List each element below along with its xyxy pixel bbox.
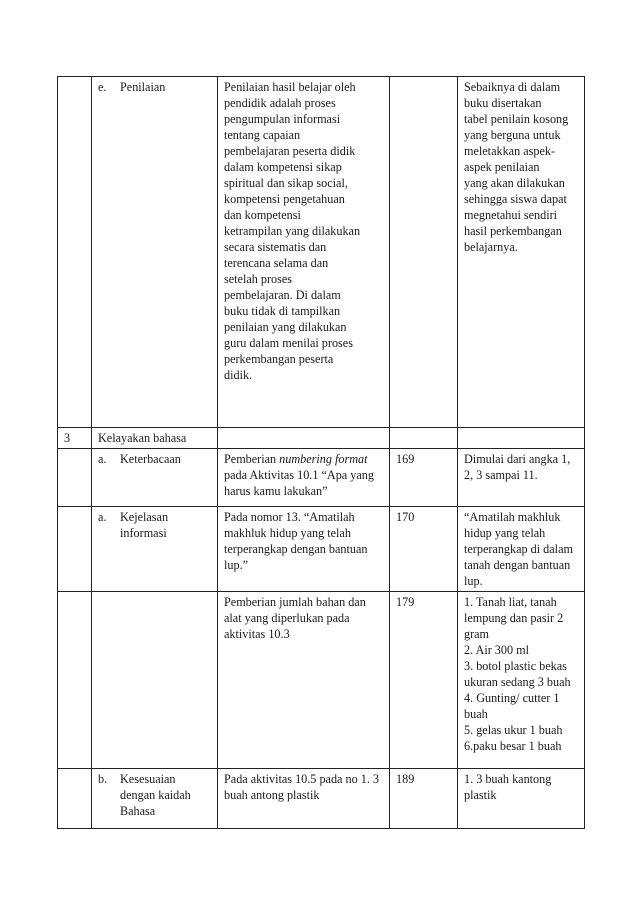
- section-title: Kelayakan bahasa: [92, 428, 218, 449]
- description-cell: Pada nomor 13. “Amatilah makhluk hidup yang telah terperangkap dengan bantuan lup.”: [218, 507, 390, 592]
- description-line: pengumpulan informasi: [224, 112, 341, 126]
- description-line: didik.: [224, 368, 253, 382]
- section-number: 3: [58, 428, 92, 449]
- description-line: perkembangan peserta: [224, 352, 334, 366]
- description-line: Penilaian hasil belajar oleh: [224, 80, 356, 94]
- aspect-cell: [92, 507, 218, 592]
- description-italic: numbering format: [279, 452, 368, 466]
- aspect-name: Kejelasan informasi: [120, 510, 169, 540]
- suggestion-line: 2. Air 300 ml: [464, 643, 530, 657]
- description-text: Pemberian: [224, 452, 280, 466]
- aspect-cell: [92, 769, 218, 829]
- aspect-cell: [92, 77, 218, 428]
- description-line: guru dalam menilai proses: [224, 336, 353, 350]
- number-cell: [58, 592, 92, 769]
- row-bahan: [58, 592, 585, 769]
- description-line: penilaian yang dilakukan: [224, 320, 347, 334]
- empty-cell: [218, 428, 390, 449]
- suggestion-line: 4. Gunting/ cutter 1 buah: [464, 691, 560, 721]
- description-line: dalam kompetensi sikap: [224, 160, 342, 174]
- suggestion-cell: [458, 77, 585, 428]
- item-label: a.: [98, 452, 107, 466]
- suggestion-line: yang berguna untuk: [464, 128, 561, 142]
- suggestion-cell: [458, 592, 585, 769]
- suggestion-line: 5. gelas ukur 1 buah: [464, 723, 563, 737]
- row-kejelasan: [58, 507, 585, 592]
- row-keterbacaan: [58, 449, 585, 507]
- description-line: ketrampilan yang dilakukan: [224, 224, 361, 238]
- description-line: tentang capaian: [224, 128, 301, 142]
- description-line: buku tidak di tampilkan: [224, 304, 341, 318]
- item-label: a.: [98, 510, 107, 524]
- suggestion-line: meletakkan aspek-: [464, 144, 556, 158]
- row-kesesuaian: [58, 769, 585, 829]
- description-line: pembelajaran. Di dalam: [224, 288, 341, 302]
- description-line: pendidik adalah proses: [224, 96, 336, 110]
- suggestion-line: sehingga siswa dapat: [464, 192, 567, 206]
- number-cell: [58, 769, 92, 829]
- item-label: e.: [98, 80, 107, 94]
- suggestion-line: hasil perkembangan: [464, 224, 562, 238]
- description-line: spiritual dan sikap social,: [224, 176, 348, 190]
- description-line: secara sistematis dan: [224, 240, 327, 254]
- aspect-name: Kesesuaian dengan kaidah Bahasa: [120, 772, 191, 818]
- description-text: pada Aktivitas 10.1 “Apa yang harus kamu lakukan”: [224, 468, 374, 498]
- page-cell: 179: [390, 592, 458, 769]
- page-cell: 170: [390, 507, 458, 592]
- number-cell: [58, 449, 92, 507]
- empty-cell: [390, 428, 458, 449]
- description-line: setelah proses: [224, 272, 293, 286]
- suggestion-cell: “Amatilah makhluk hidup yang telah terperangkap di dalam tanah dengan bantuan lup.: [458, 507, 585, 592]
- suggestion-line: 6.paku besar 1 buah: [464, 739, 562, 753]
- review-table: [57, 76, 585, 829]
- suggestion-line: yang akan dilakukan: [464, 176, 565, 190]
- suggestion-line: buku disertakan: [464, 96, 542, 110]
- description-cell: [218, 77, 390, 428]
- empty-cell: [458, 428, 585, 449]
- aspect-cell: [92, 449, 218, 507]
- page-cell: 169: [390, 449, 458, 507]
- page-cell: 189: [390, 769, 458, 829]
- suggestion-line: belajarnya.: [464, 240, 518, 254]
- description-cell: [218, 449, 390, 507]
- suggestion-line: megnetahui sendiri: [464, 208, 558, 222]
- row-penilaian: [58, 77, 585, 428]
- number-cell: [58, 507, 92, 592]
- aspect-name: Keterbacaan: [120, 452, 181, 466]
- description-cell: Pada aktivitas 10.5 pada no 1. 3 buah antong plastik: [218, 769, 390, 829]
- aspect-cell: [92, 592, 218, 769]
- suggestion-cell: Dimulai dari angka 1, 2, 3 sampai 11.: [458, 449, 585, 507]
- description-line: kompetensi pengetahuan: [224, 192, 345, 206]
- suggestion-line: tabel penilain kosong: [464, 112, 569, 126]
- suggestion-line: Sebaiknya di dalam: [464, 80, 561, 94]
- page-cell: [390, 77, 458, 428]
- aspect-name: Penilaian: [120, 80, 166, 94]
- item-label: b.: [98, 772, 108, 786]
- description-cell: Pemberian jumlah bahan dan alat yang diperlukan pada aktivitas 10.3: [218, 592, 390, 769]
- suggestion-line: 1. Tanah liat, tanah lempung dan pasir 2 gram: [464, 595, 564, 641]
- suggestion-line: 3. botol plastic bekas ukuran sedang 3 buah: [464, 659, 571, 689]
- suggestion-line: aspek penilaian: [464, 160, 540, 174]
- description-line: dan kompetensi: [224, 208, 301, 222]
- number-cell: [58, 77, 92, 428]
- row-section-3: [58, 428, 585, 449]
- suggestion-cell: 1. 3 buah kantong plastik: [458, 769, 585, 829]
- description-line: terencana selama dan: [224, 256, 329, 270]
- description-line: pembelajaran peserta didik: [224, 144, 356, 158]
